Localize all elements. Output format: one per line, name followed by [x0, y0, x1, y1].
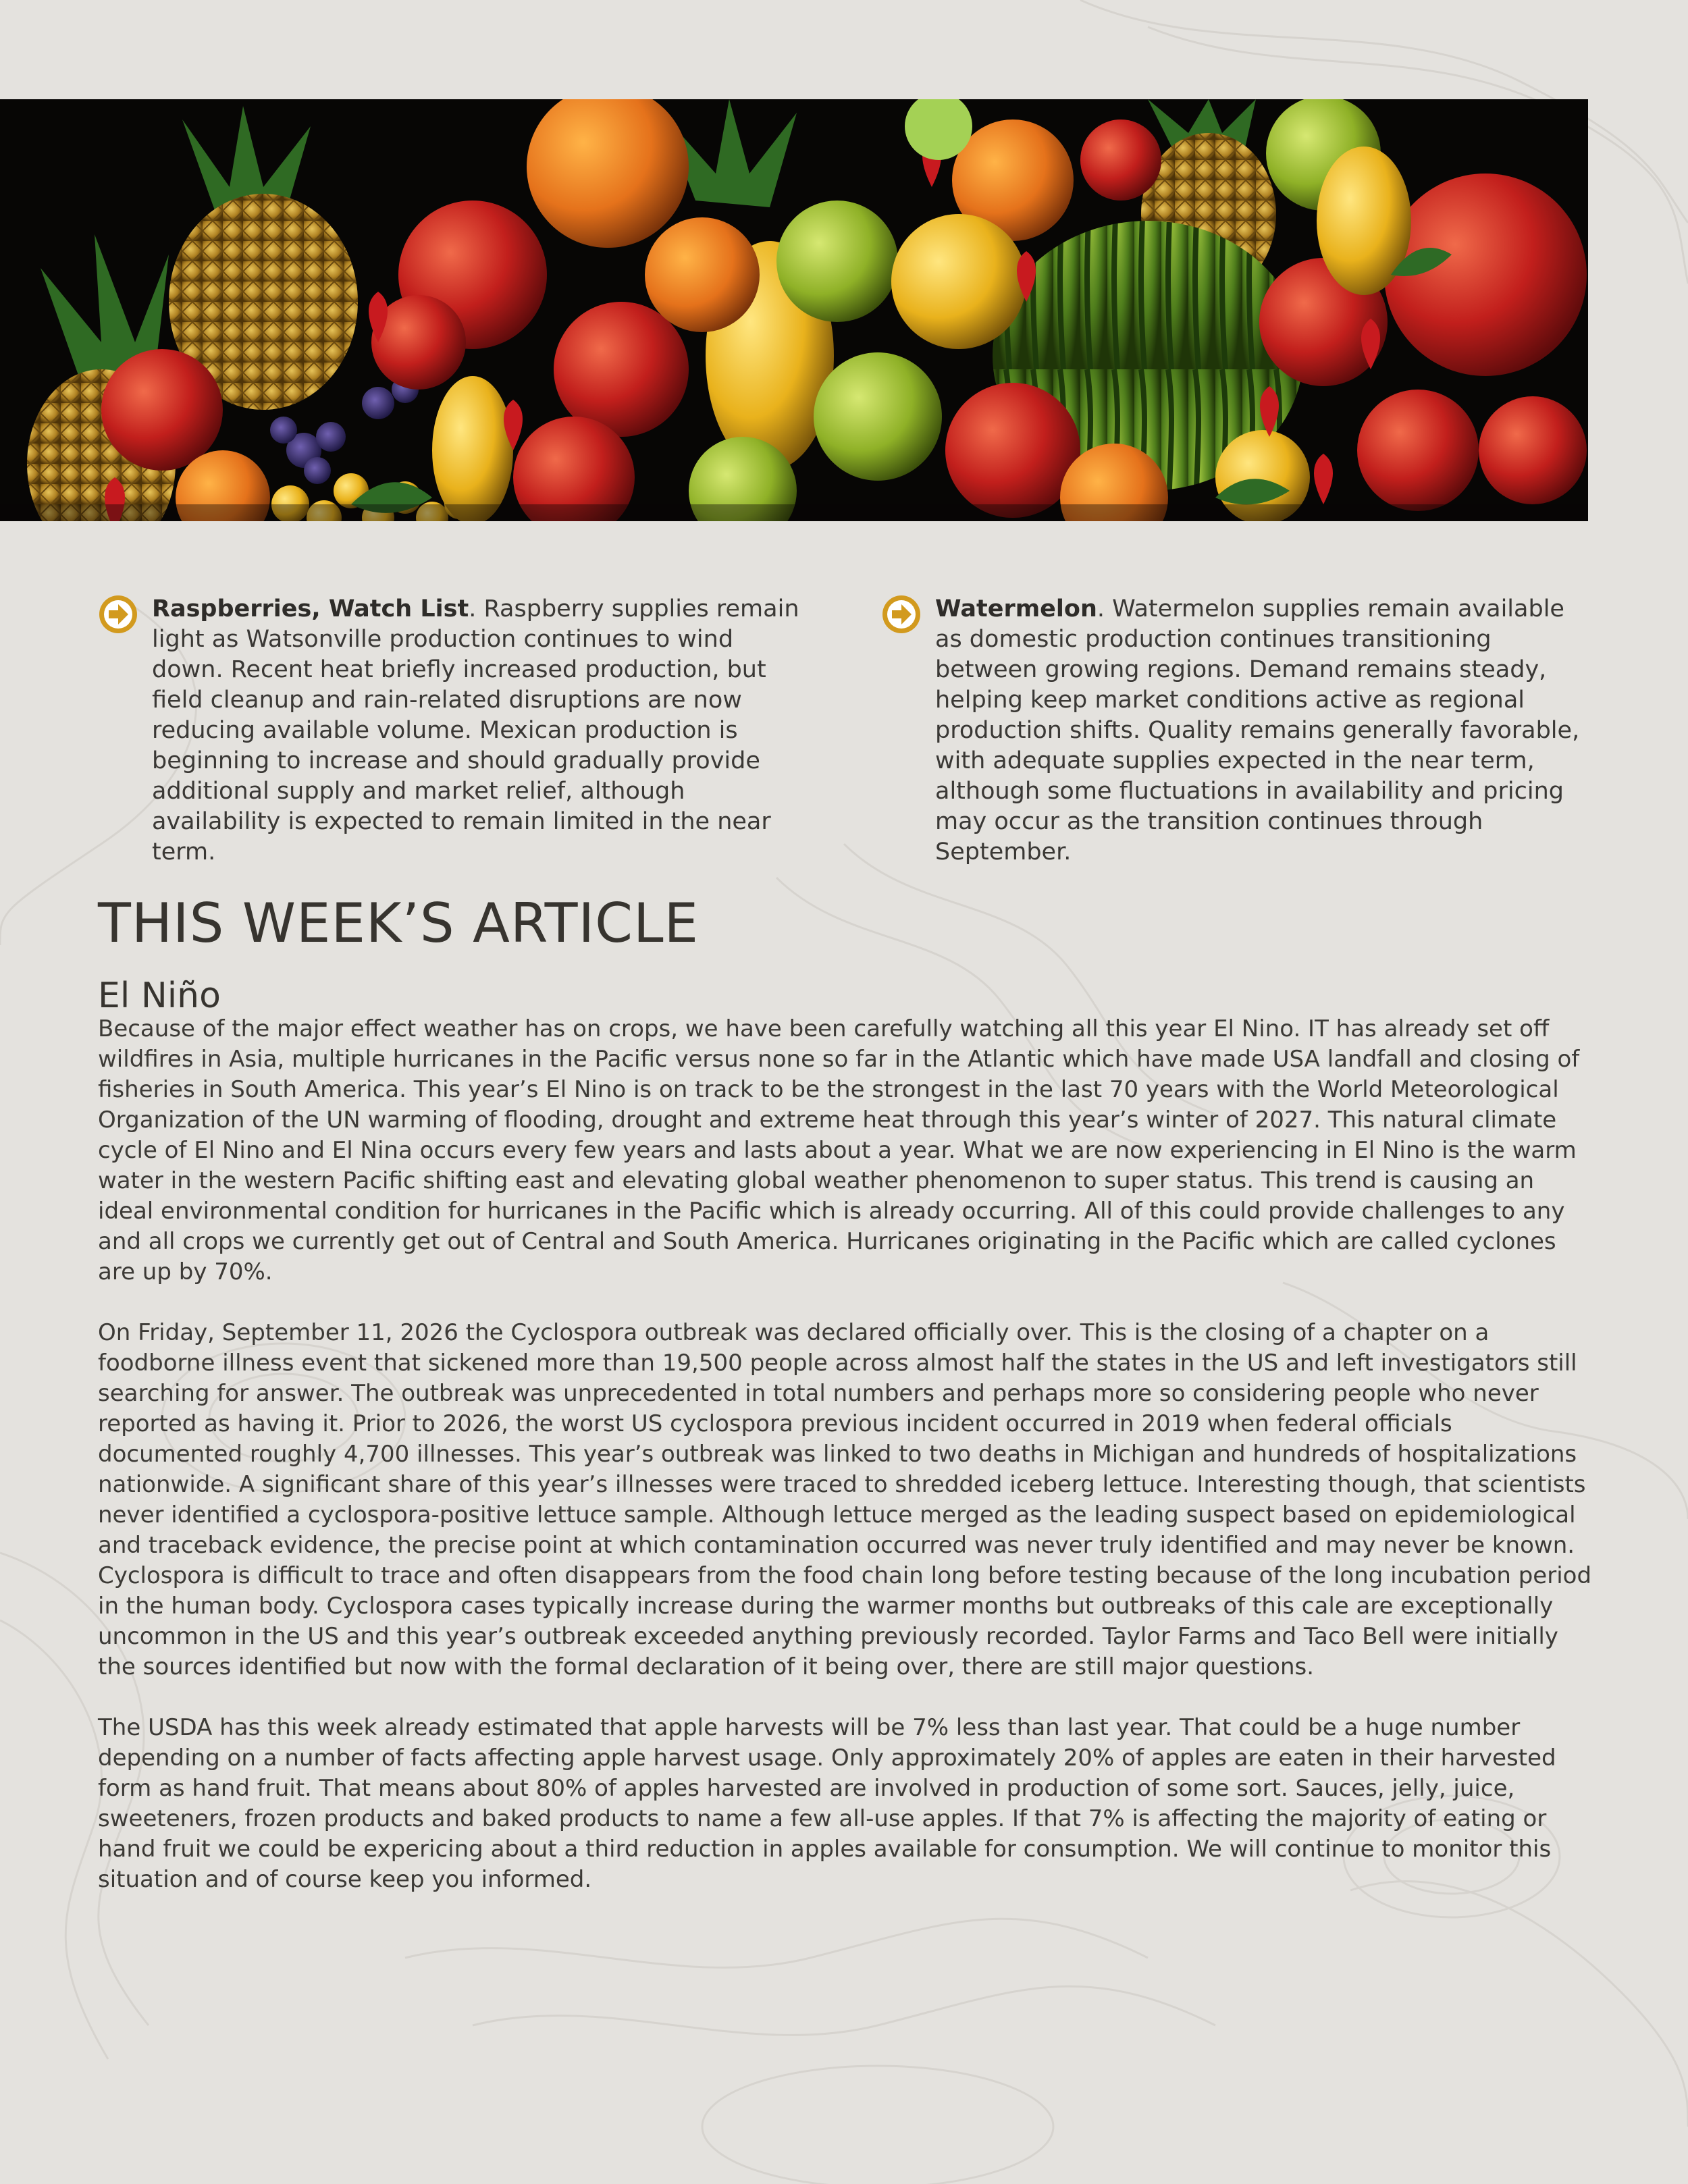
produce-body: . Watermelon supplies remain available as domestic production continues transitioning between growing regions. Demand remains steady, helping keep market conditions active as regional production shifts. Quality remains generally favorable, with adequate supplies expected in the near term, although some fluctuations in availability and pricing may occur as the transition continues through September. [935, 595, 1580, 865]
arrow-right-circle-icon [881, 594, 922, 635]
article-body [98, 1014, 1597, 1925]
produce-name: Raspberries, Watch List [152, 595, 469, 622]
section-title: THIS WEEK’S ARTICLE [98, 892, 700, 955]
produce-item-raspberries [98, 594, 800, 868]
produce-description [152, 594, 800, 868]
article-paragraph: Because of the major effect weather has on crops, we have been carefully watching all this year El Nino. IT has already set off wildfires in Asia, multiple hurricanes in the Pacific versus none so far in the Atlantic which have made USA landfall and closing of fisheries in South America. This year’s El Nino is on track to be the strongest in the last 70 years with the World Meteorological Organization of the UN warming of flooding, drought and extreme heat through this year’s winter of 2027. This natural climate cycle of El Nino and El Nina occurs every few years and lasts about a year. What we are now experiencing in El Nino is the warm water in the western Pacific shifting east and elevating global weather phenomenon to super status. This trend is causing an ideal environmental condition for hurricanes in the Pacific which is already occurring. All of this could provide challenges to any and all crops we currently get out of Central and South America. Hurricanes originating in the Pacific which are called cyclones are up by 70%. [98, 1015, 1580, 1285]
produce-description [935, 594, 1583, 868]
produce-item-watermelon [881, 594, 1583, 868]
produce-name: Watermelon [935, 595, 1097, 622]
fruit-banner-image [0, 99, 1588, 521]
produce-body: . Raspberry supplies remain light as Watsonville production continues to wind down. Recent heat briefly increased production, but field cleanup and rain-related disruptions are now reducing available volume. Mexican production is beginning to increase and should gradually provide additional supply and market relief, although availability is expected to remain limited in the near term. [152, 595, 799, 865]
article-title: El Niño [98, 976, 221, 1016]
arrow-right-circle-icon [98, 594, 138, 635]
article-paragraph: On Friday, September 11, 2026 the Cyclospora outbreak was declared officially over. This is the closing of a chapter on a foodborne illness event that sickened more than 19,500 people across almost half the states in the US and left investigators still searching for answer. The outbreak was unprecedented in total numbers and perhaps more so considering people who never reported as having it. Prior to 2026, the worst US cyclospora previous incident occurred in 2019 when federal officials documented roughly 4,700 illnesses. This year’s outbreak was linked to two deaths in Michigan and hundreds of hospitalizations nationwide. A significant share of this year’s illnesses were traced to shredded iceberg lettuce. Interesting though, that scientists never identified a cyclospora-positive lettuce sample. Although lettuce merged as the leading suspect based on epidemiological and traceback evidence, the precise point at which contamination occurred was never truly identified and may never be known. Cyclospora is difficult to trace and often disappears from the food chain long before testing because of the long incubation period in the human body. Cyclospora cases typically increase during the warmer months but outbreaks of this cale are exceptionally uncommon in the US and this year’s outbreak exceeded anything previously recorded. Taylor Farms and Taco Bell were initially the sources identified but now with the formal declaration of it being over, there are still major questions. [98, 1319, 1592, 1680]
article-paragraph: The USDA has this week already estimated that apple harvests will be 7% less than last year. That could be a huge number depending on a number of facts affecting apple harvest usage. Only approximately 20% of apples are eaten in their harvested form as hand fruit. That means about 80% of apples harvested are involved in production of some sort. Sauces, jelly, juice, sweeteners, frozen products and baked products to name a few all-use apples. If that 7% is affecting the majority of eating or hand fruit we could be expericing about a third reduction in apples available for consumption. We will continue to monitor this situation and of course keep you informed. [98, 1714, 1556, 1893]
